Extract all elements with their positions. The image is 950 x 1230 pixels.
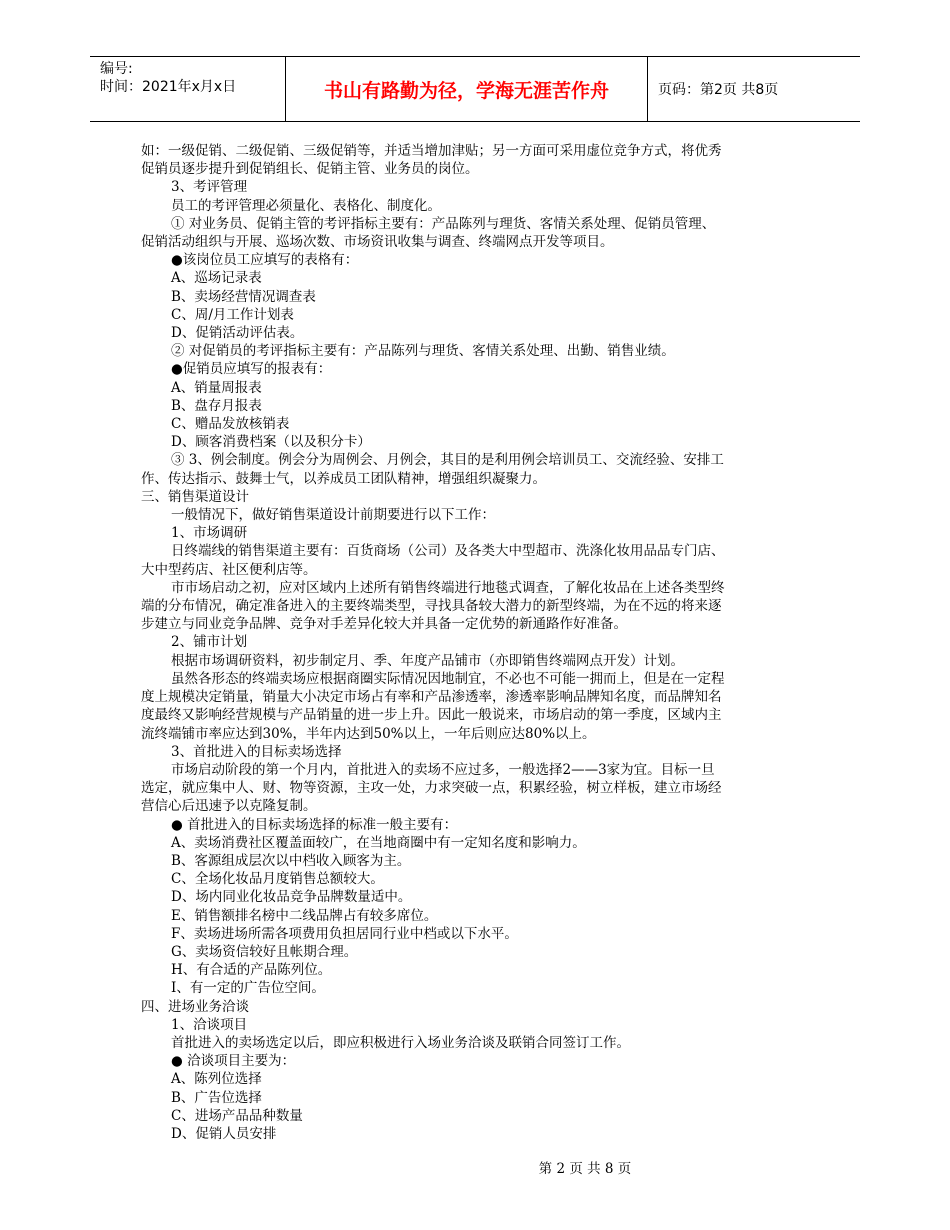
- body-text-line: 度上规模决定销量，销量大小决定市场占有率和产品渗透率，渗透率影响品牌知名度，而品牌知名: [141, 689, 722, 706]
- body-text-line: 大中型药店、社区便利店等。: [141, 561, 317, 578]
- page-header: [90, 56, 860, 122]
- body-text-line: B、广告位选择: [171, 1089, 262, 1106]
- body-text-line: 3、考评管理: [171, 179, 248, 196]
- body-text-line: ① 对业务员、促销主管的考评指标主要有：产品陈列与理货、客情关系处理、促销员管理、: [171, 215, 716, 232]
- body-text-line: ③ 3、例会制度。例会分为周例会、月例会，其目的是利用例会培训员工、交流经验、安排工: [171, 452, 724, 469]
- body-text-line: ● 首批进入的目标卖场选择的标准一般主要有：: [171, 816, 458, 833]
- body-text-line: B、客源组成层次以中档收入顾客为主。: [171, 852, 411, 869]
- body-text-line: 1、市场调研: [171, 525, 248, 542]
- document-number-label: 编号:: [100, 61, 133, 77]
- body-text-line: 一般情况下，做好销售渠道设计前期要进行以下工作：: [171, 507, 495, 524]
- body-text-line: 步建立与同业竞争品牌、竞争对手差异化较大并具备一定优势的新通路作好准备。: [141, 616, 627, 633]
- body-text-line: I、有一定的广告位空间。: [171, 980, 325, 997]
- body-text-line: 首批进入的卖场选定以后，即应积极进行入场业务洽谈及联销合同签订工作。: [171, 1034, 630, 1051]
- body-text-line: 作、传达指示、鼓舞士气，以养成员工团队精神，增强组织凝聚力。: [141, 470, 546, 487]
- body-text-line: B、盘存月报表: [171, 397, 262, 414]
- body-text-line: A、销量周报表: [171, 379, 262, 396]
- body-text-line: 四、进场业务洽谈: [141, 998, 249, 1015]
- body-text-line: ② 对促销员的考评指标主要有：产品陈列与理货、客情关系处理、出勤、销售业绩。: [171, 343, 675, 360]
- body-text-line: D、促销活动评估表。: [171, 325, 304, 342]
- body-text-line: 如：一级促销、二级促销、三级促销等，并适当增加津贴；另一方面可采用虚位竞争方式，将优秀: [141, 143, 722, 159]
- body-text-line: 营信心后迅速予以克隆复制。: [141, 798, 317, 815]
- header-meta: [90, 57, 286, 121]
- body-text-line: 促销员逐步提升到促销组长、促销主管、业务员的岗位。: [141, 161, 479, 178]
- body-text-line: 流终端铺市率应达到30%，半年内达到50%以上，一年后则应达80%以上。: [141, 725, 596, 742]
- body-text-line: 虽然各形态的终端卖场应根据商圈实际情况因地制宜，不必也不可能一拥而上，但是在一定程: [171, 670, 725, 687]
- body-text-line: A、巡场记录表: [171, 270, 262, 287]
- header-page-label: 页码：第2页 共8页: [658, 82, 779, 98]
- body-text-line: C、赠品发放核销表: [171, 416, 290, 433]
- body-text-line: ● 洽谈项目主要为：: [171, 1053, 296, 1070]
- body-text-line: 3、首批进入的目标卖场选择: [171, 743, 342, 760]
- body-text-line: C、进场产品品种数量: [171, 1107, 303, 1124]
- body-text-line: G、卖场资信较好且帐期合理。: [171, 943, 358, 960]
- body-text-line: A、陈列位选择: [171, 1071, 262, 1088]
- body-text-line: 促销活动组织与开展、巡场次数、市场资讯收集与调查、终端网点开发等项目。: [141, 234, 614, 251]
- body-text-line: 选定，就应集中人、财、物等资源，主攻一处，力求突破一点，积累经验，树立样板，建立市场经: [141, 780, 722, 797]
- body-text-line: E、销售额排名榜中二线品牌占有较多席位。: [171, 907, 438, 924]
- body-text-line: ●该岗位员工应填写的表格有：: [171, 252, 359, 269]
- body-text-line: 市场启动阶段的第一个月内，首批进入的卖场不应过多，一般选择2——3家为宜。目标一旦: [171, 761, 715, 778]
- page-footer: 第 2 页 共 8 页: [538, 1161, 632, 1177]
- body-text-line: 市市场启动之初，应对区域内上述所有销售终端进行地毯式调查，了解化妆品在上述各类型终: [171, 579, 725, 596]
- header-motto: 书山有路勤为径，学海无涯苦作舟: [286, 57, 648, 121]
- body-text-line: D、顾客消费档案（以及积分卡）: [171, 434, 371, 451]
- body-text-line: 端的分布情况，确定准备进入的主要终端类型，寻找具备较大潜力的新型终端，为在不远的将来逐: [141, 598, 722, 615]
- body-text-line: 1、洽谈项目: [171, 1016, 248, 1033]
- body-text-line: 日终端线的销售渠道主要有：百货商场（公司）及各类大中型超市、洗涤化妆用品品专门店、: [171, 543, 725, 560]
- body-text-line: 员工的考评管理必须量化、表格化、制度化。: [171, 197, 441, 214]
- body-text-line: H、有合适的产品陈列位。: [171, 962, 332, 979]
- body-text-line: B、卖场经营情况调查表: [171, 288, 316, 305]
- body-text-line: C、周/月工作计划表: [171, 306, 294, 323]
- body-text-line: 度最终又影响经营规模与产品销量的进一步上升。因此一般说来，市场启动的第一季度，区域内主: [141, 707, 722, 724]
- body-text-line: A、卖场消费社区覆盖面较广，在当地商圈中有一定知名度和影响力。: [171, 834, 586, 851]
- body-text-line: C、全场化妆品月度销售总额较大。: [171, 871, 384, 888]
- body-text-line: 根据市场调研资料，初步制定月、季、年度产品铺市（亦即销售终端网点开发）计划。: [171, 652, 684, 669]
- body-text-line: D、场内同业化妆品竞争品牌数量适中。: [171, 889, 412, 906]
- body-text-line: D、促销人员安排: [171, 1125, 277, 1142]
- body-text-line: 2、铺市计划: [171, 634, 248, 651]
- body-text-line: ●促销员应填写的报表有：: [171, 361, 332, 378]
- document-body: [141, 142, 811, 1143]
- body-text-line: 三、销售渠道设计: [141, 488, 249, 505]
- document-time-label: 时间：2021年x月x日: [100, 79, 237, 95]
- body-text-line: F、卖场进场所需各项费用负担居同行业中档或以下水平。: [171, 925, 518, 942]
